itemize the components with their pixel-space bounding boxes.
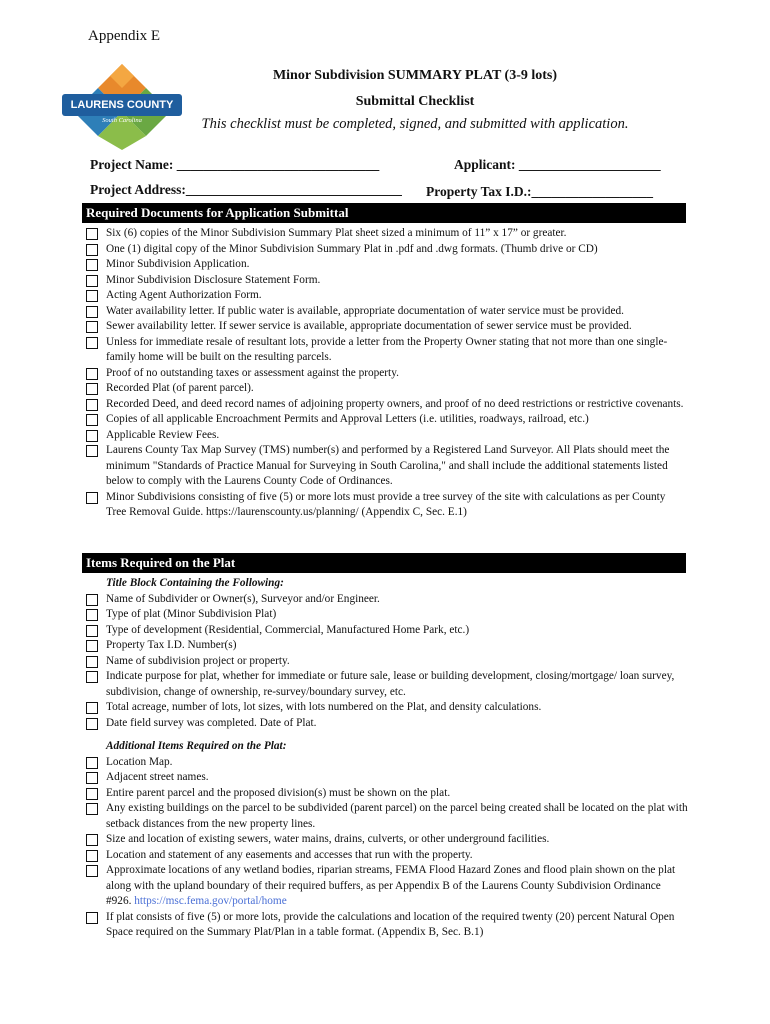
list-item: Acting Agent Authorization Form.	[84, 288, 688, 304]
checkbox[interactable]	[86, 306, 98, 318]
checkbox[interactable]	[86, 865, 98, 877]
items-required-list	[84, 576, 688, 941]
checkbox[interactable]	[86, 788, 98, 800]
checkbox[interactable]	[86, 625, 98, 637]
instruction-text: This checklist must be completed, signed, and submitted with application.	[201, 116, 629, 132]
logo-subtext: South Carolina	[102, 117, 142, 124]
laurens-county-logo	[60, 62, 184, 152]
checkbox[interactable]	[86, 244, 98, 256]
checkbox[interactable]	[86, 492, 98, 504]
list-item: Applicable Review Fees.	[84, 428, 688, 444]
checkbox[interactable]	[86, 772, 98, 784]
title-block-subheading: Title Block Containing the Following:	[106, 577, 284, 589]
applicant-field[interactable]: Applicant: _____________________	[454, 157, 661, 172]
list-item: Property Tax I.D. Number(s)	[84, 638, 688, 654]
list-item: Type of plat (Minor Subdivision Plat)	[84, 607, 688, 623]
checkbox[interactable]	[86, 834, 98, 846]
additional-items-subheading: Additional Items Required on the Plat:	[106, 740, 287, 752]
list-item: Type of development (Residential, Commercial, Manufactured Home Park, etc.)	[84, 623, 688, 639]
list-item: Indicate purpose for plat, whether for immediate or future sale, lease or building development, closing/mortgage/ loan survey, subdivision, change of ownership, re-survey/boundary survey, etc.	[84, 669, 688, 700]
checkbox[interactable]	[86, 414, 98, 426]
checkbox[interactable]	[86, 594, 98, 606]
fema-link[interactable]: https://msc.fema.gov/portal/home	[134, 895, 287, 907]
list-item: Minor Subdivision Application.	[84, 257, 688, 273]
checkbox[interactable]	[86, 321, 98, 333]
list-item: Location and statement of any easements and accesses that run with the property.	[84, 848, 688, 864]
document-subtitle: Submittal Checklist	[355, 94, 475, 109]
required-documents-list	[84, 226, 688, 521]
checkbox[interactable]	[86, 718, 98, 730]
checkbox[interactable]	[86, 383, 98, 395]
checkbox[interactable]	[86, 609, 98, 621]
list-item: Recorded Plat (of parent parcel).	[84, 381, 688, 397]
property-tax-id-field[interactable]: Property Tax I.D.:__________________	[426, 184, 654, 199]
list-item: Minor Subdivisions consisting of five (5) or more lots must provide a tree survey of the site with calculations as per County Tree Removal Guide. https://laurenscounty.us/planning/ (Appendix C, Sec. E.1)	[84, 490, 688, 521]
list-item: Any existing buildings on the parcel to be subdivided (parent parcel) on the parcel being created shall be located on the plat with setback distances from the new property lines.	[84, 801, 688, 832]
checkbox[interactable]	[86, 259, 98, 271]
checkbox[interactable]	[86, 757, 98, 769]
list-item: Six (6) copies of the Minor Subdivision Summary Plat sheet sized a minimum of 11” x 17” or greater.	[84, 226, 688, 242]
document-title: Minor Subdivision SUMMARY PLAT (3-9 lots)	[272, 68, 558, 83]
logo-text: LAURENS COUNTY	[70, 99, 174, 111]
checkbox[interactable]	[86, 337, 98, 349]
list-item: Date field survey was completed. Date of Plat.	[84, 716, 688, 732]
checkbox[interactable]	[86, 430, 98, 442]
checkbox[interactable]	[86, 803, 98, 815]
checkbox[interactable]	[86, 640, 98, 652]
checkbox[interactable]	[86, 912, 98, 924]
list-item: If plat consists of five (5) or more lots, provide the calculations and location of the required twenty (20) percent Natural Open Space required on the Summary Plat/Plan in a table format. (Appendix B, Sec. B.1)	[84, 910, 688, 941]
checkbox[interactable]	[86, 290, 98, 302]
checkbox[interactable]	[86, 671, 98, 683]
list-item: Name of subdivision project or property.	[84, 654, 688, 670]
checkbox[interactable]	[86, 445, 98, 457]
checkbox[interactable]	[86, 228, 98, 240]
checkbox[interactable]	[86, 275, 98, 287]
list-item: Entire parent parcel and the proposed division(s) must be shown on the plat.	[84, 786, 688, 802]
checkbox[interactable]	[86, 656, 98, 668]
appendix-label: Appendix E	[88, 28, 161, 44]
required-documents-heading: Required Documents for Application Submittal	[82, 203, 686, 223]
list-item: Approximate locations of any wetland bodies, riparian streams, FEMA Flood Hazard Zones and flood plain shown on the plat along with the upland boundary of their required buffers, as per Appendix B of the Laurens County Subdivision Ordinance #926. https://msc.fema.gov/portal/home	[84, 863, 688, 910]
checkbox[interactable]	[86, 702, 98, 714]
project-name-field[interactable]: Project Name: ______________________________	[90, 157, 380, 172]
list-item: Name of Subdivider or Owner(s), Surveyor and/or Engineer.	[84, 592, 688, 608]
list-item: Water availability letter. If public water is available, appropriate documentation of water service must be provided.	[84, 304, 688, 320]
list-item: Unless for immediate resale of resultant lots, provide a letter from the Property Owner stating that not more than one single-family home will be built on the resulting parcels.	[84, 335, 688, 366]
list-item: Size and location of existing sewers, water mains, drains, culverts, or other underground facilities.	[84, 832, 688, 848]
title-block	[190, 68, 640, 133]
list-item: Minor Subdivision Disclosure Statement Form.	[84, 273, 688, 289]
list-item: Sewer availability letter. If sewer service is available, appropriate documentation of sewer service must be provided.	[84, 319, 688, 335]
list-item: Copies of all applicable Encroachment Permits and Approval Letters (i.e. utilities, roadways, railroad, etc.)	[84, 412, 688, 428]
items-required-heading: Items Required on the Plat	[82, 553, 686, 573]
project-address-field[interactable]: Project Address:________________________________	[90, 182, 402, 197]
list-item: Laurens County Tax Map Survey (TMS) number(s) and performed by a Registered Land Surveyor. All Plats should meet the minimum "Standards of Practice Manual for Surveying in South Carolina," and shall include the additional statements listed below to comply with the Laurens County Code of Ordinances.	[84, 443, 688, 490]
list-item: Recorded Deed, and deed record names of adjoining property owners, and proof of no deed restrictions or restrictive covenants.	[84, 397, 688, 413]
checkbox[interactable]	[86, 850, 98, 862]
list-item: Adjacent street names.	[84, 770, 688, 786]
checkbox[interactable]	[86, 399, 98, 411]
list-item: Proof of no outstanding taxes or assessment against the property.	[84, 366, 688, 382]
checkbox[interactable]	[86, 368, 98, 380]
list-item: Total acreage, number of lots, lot sizes, with lots numbered on the Plat, and density calculations.	[84, 700, 688, 716]
list-item: One (1) digital copy of the Minor Subdivision Summary Plat in .pdf and .dwg formats. (Thumb drive or CD)	[84, 242, 688, 258]
list-item: Location Map.	[84, 755, 688, 771]
